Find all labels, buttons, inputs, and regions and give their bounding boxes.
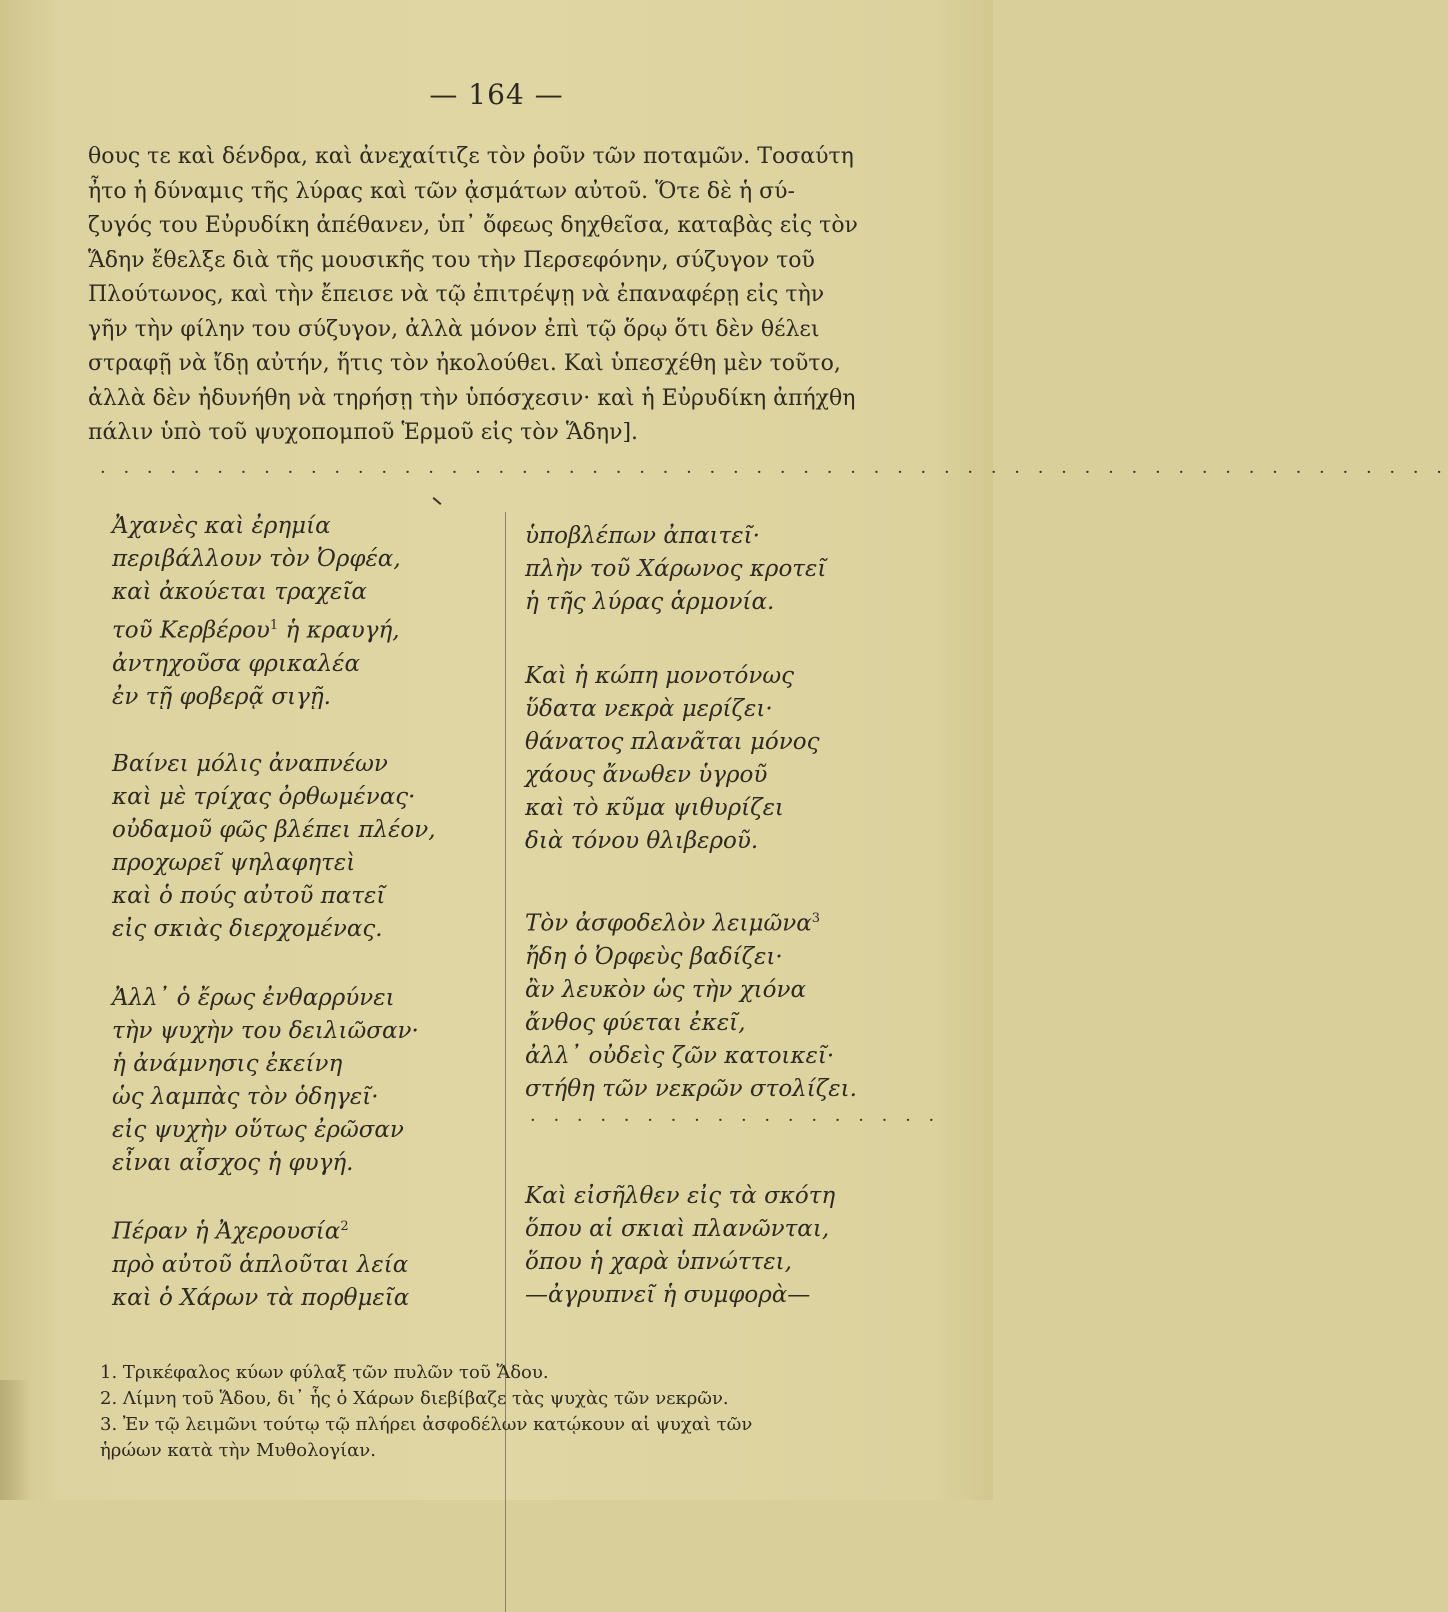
footnote: 1. Τρικέφαλος κύων φύλαξ τῶν πυλῶν τοῦ Ἅδου. bbox=[100, 1362, 549, 1383]
footnotes bbox=[100, 1360, 960, 1464]
footnote: 3. Ἐν τῷ λειμῶνι τούτῳ τῷ πλήρει ἀσφοδέλων κατῴκουν αἱ ψυχαὶ τῶν bbox=[100, 1414, 753, 1435]
verse-line: ὕδατα νεκρὰ μερίζει· bbox=[525, 696, 773, 722]
prose-line: θους τε καὶ δένδρα, καὶ ἀνεχαίτιζε τὸν ῥοῦν τῶν ποταμῶν. Τοσαύτη bbox=[88, 144, 854, 169]
verse-line: —ἀγρυπνεῖ ἡ συμφορὰ— bbox=[525, 1282, 811, 1308]
ink-mark bbox=[433, 497, 442, 505]
verse-line: καὶ τὸ κῦμα ψιθυρίζει bbox=[525, 795, 784, 821]
verse-line: καὶ μὲ τρίχας ὀρθωμένας· bbox=[112, 784, 416, 810]
verse-text: Τὸν ἀσφοδελὸν λειμῶνα bbox=[525, 910, 812, 937]
prose-line: πάλιν ὑπὸ τοῦ ψυχοπομποῦ Ἑρμοῦ εἰς τὸν Ἅδην]. bbox=[88, 420, 639, 445]
prose-line: ζυγός του Εὐρυδίκη ἀπέθανεν, ὑπ᾽ ὄφεως δηχθεῖσα, καταβὰς εἰς τὸν bbox=[88, 213, 858, 238]
verse-line: Ἀλλ᾽ ὁ ἔρως ἐνθαρρύνει bbox=[112, 985, 395, 1011]
verse-line: Καὶ εἰσῆλθεν εἰς τὰ σκότη bbox=[525, 1183, 836, 1209]
poem-stanza-1 bbox=[112, 510, 401, 714]
poem-stanza-6 bbox=[525, 660, 820, 858]
verse-line: Βαίνει μόλις ἀναπνέων bbox=[112, 751, 388, 777]
verse-line: καὶ ἀκούεται τραχεῖα bbox=[112, 579, 367, 605]
poem-stanza-5 bbox=[525, 520, 826, 619]
footnote: 2. Λίμνη τοῦ Ἅδου, δι᾽ ἧς ὁ Χάρων διεβίβαζε τὰς ψυχὰς τῶν νεκρῶν. bbox=[100, 1388, 729, 1409]
prose-paragraph bbox=[88, 140, 933, 451]
verse-line: ὑποβλέπων ἀπαιτεῖ· bbox=[525, 523, 760, 549]
dotted-separator: · · · · · · · · · · · · · · · · · · bbox=[530, 1110, 941, 1131]
prose-line: Πλούτωνος, καὶ τὴν ἔπεισε νὰ τῷ ἐπιτρέψῃ νὰ ἐπαναφέρῃ εἰς τὴν bbox=[88, 282, 825, 307]
page-number: — 164 — bbox=[429, 78, 564, 111]
verse-line: ὡς λαμπὰς τὸν ὁδηγεῖ· bbox=[112, 1084, 379, 1110]
poem-stanza-7 bbox=[525, 902, 857, 1106]
verse-line: ὅπου ἡ χαρὰ ὑπνώττει, bbox=[525, 1249, 792, 1275]
prose-line: στραφῇ νὰ ἴδῃ αὐτήν, ἥτις τὸν ἠκολούθει. Καὶ ὑπεσχέθη μὲν τοῦτο, bbox=[88, 351, 841, 376]
verse-line: ἤδη ὁ Ὀρφεὺς βαδίζει· bbox=[525, 943, 783, 970]
verse-line: ἄνθος φύεται ἐκεῖ, bbox=[525, 1009, 746, 1036]
verse-line: εἶναι αἶσχος ἡ φυγή. bbox=[112, 1150, 354, 1176]
verse-text: Πέραν ἡ Ἀχερουσία bbox=[112, 1218, 341, 1245]
verse-line: ἡ τῆς λύρας ἁρμονία. bbox=[525, 589, 775, 615]
verse-line: καὶ ὁ πούς αὐτοῦ πατεῖ bbox=[112, 883, 386, 909]
verse-line: πλὴν τοῦ Χάρωνος κροτεῖ bbox=[525, 556, 827, 582]
page-edge-shadow bbox=[0, 1380, 30, 1500]
footnote-ref: 3 bbox=[811, 911, 821, 926]
verse-line: διὰ τόνου θλιβεροῦ. bbox=[525, 828, 759, 854]
poem-stanza-4 bbox=[112, 1210, 409, 1315]
verse-line: περιβάλλουν τὸν Ὀρφέα, bbox=[112, 546, 401, 572]
verse-line: εἰς σκιὰς διερχομένας. bbox=[112, 916, 383, 942]
verse-line: τὴν ψυχὴν του δειλιῶσαν· bbox=[112, 1018, 419, 1044]
verse-line: ἐν τῇ φοβερᾷ σιγῇ. bbox=[112, 683, 331, 710]
verse-line: ἀντηχοῦσα φρικαλέα bbox=[112, 650, 361, 677]
footnote-ref: 1 bbox=[269, 618, 279, 633]
footnote-ref: 2 bbox=[340, 1219, 349, 1234]
verse-text: ἡ κραυγή, bbox=[285, 617, 400, 644]
verse-line: Καὶ ἡ κώπη μονοτόνως bbox=[525, 663, 794, 689]
verse-line: προχωρεῖ ψηλαφητεὶ bbox=[112, 850, 356, 876]
verse-line: ἀλλ᾽ οὐδεὶς ζῶν κατοικεῖ· bbox=[525, 1042, 835, 1069]
verse-line: χάους ἄνωθεν ὑγροῦ bbox=[525, 762, 768, 788]
poem-stanza-8 bbox=[525, 1180, 835, 1312]
poem-stanza-3 bbox=[112, 982, 419, 1180]
verse-line bbox=[112, 609, 401, 648]
dotted-separator: · · · · · · · · · · · · · · · · · · · · · · · · · · · · · · · · · · · · · · · · · · · · · · · · · · · · · · · · · · bbox=[100, 462, 1448, 483]
verse-line: θάνατος πλανᾶται μόνος bbox=[525, 729, 820, 755]
prose-line: γῆν τὴν φίλην του σύζυγον, ἀλλὰ μόνον ἐπὶ τῷ ὅρῳ ὅτι δὲν θέλει bbox=[88, 316, 820, 342]
verse-line: εἰς ψυχὴν οὕτως ἐρῶσαν bbox=[112, 1117, 404, 1143]
verse-line bbox=[112, 1210, 409, 1249]
verse-text: τοῦ Κερβέρου bbox=[112, 617, 270, 644]
verse-line: καὶ ὁ Χάρων τὰ πορθμεῖα bbox=[112, 1284, 410, 1311]
verse-line: ὅπου αἱ σκιαὶ πλανῶνται, bbox=[525, 1216, 830, 1242]
verse-line: ἡ ἀνάμνησις ἐκείνη bbox=[112, 1051, 343, 1077]
verse-line bbox=[525, 902, 857, 941]
verse-line: οὐδαμοῦ φῶς βλέπει πλέον, bbox=[112, 817, 436, 843]
footnote-continuation: ἡρώων κατὰ τὴν Μυθολογίαν. bbox=[100, 1440, 376, 1461]
prose-line: ἦτο ἡ δύναμις τῆς λύρας καὶ τῶν ᾀσμάτων αὐτοῦ. Ὅτε δὲ ἡ σύ- bbox=[88, 178, 795, 204]
verse-line: στήθη τῶν νεκρῶν στολίζει. bbox=[525, 1075, 857, 1102]
verse-line: ἂν λευκὸν ὡς τὴν χιόνα bbox=[525, 976, 807, 1003]
poem-stanza-2 bbox=[112, 748, 436, 946]
prose-line: ἀλλὰ δὲν ἠδυνήθη νὰ τηρήσῃ τὴν ὑπόσχεσιν· καὶ ἡ Εὐρυδίκη ἀπήχθη bbox=[88, 385, 856, 411]
prose-line: Ἅδην ἔθελξε διὰ τῆς μουσικῆς του τὴν Περσεφόνην, σύζυγον τοῦ bbox=[88, 247, 815, 273]
verse-line: πρὸ αὐτοῦ ἁπλοῦται λεία bbox=[112, 1251, 409, 1278]
verse-line: Ἀχανὲς καὶ ἐρημία bbox=[112, 513, 331, 539]
